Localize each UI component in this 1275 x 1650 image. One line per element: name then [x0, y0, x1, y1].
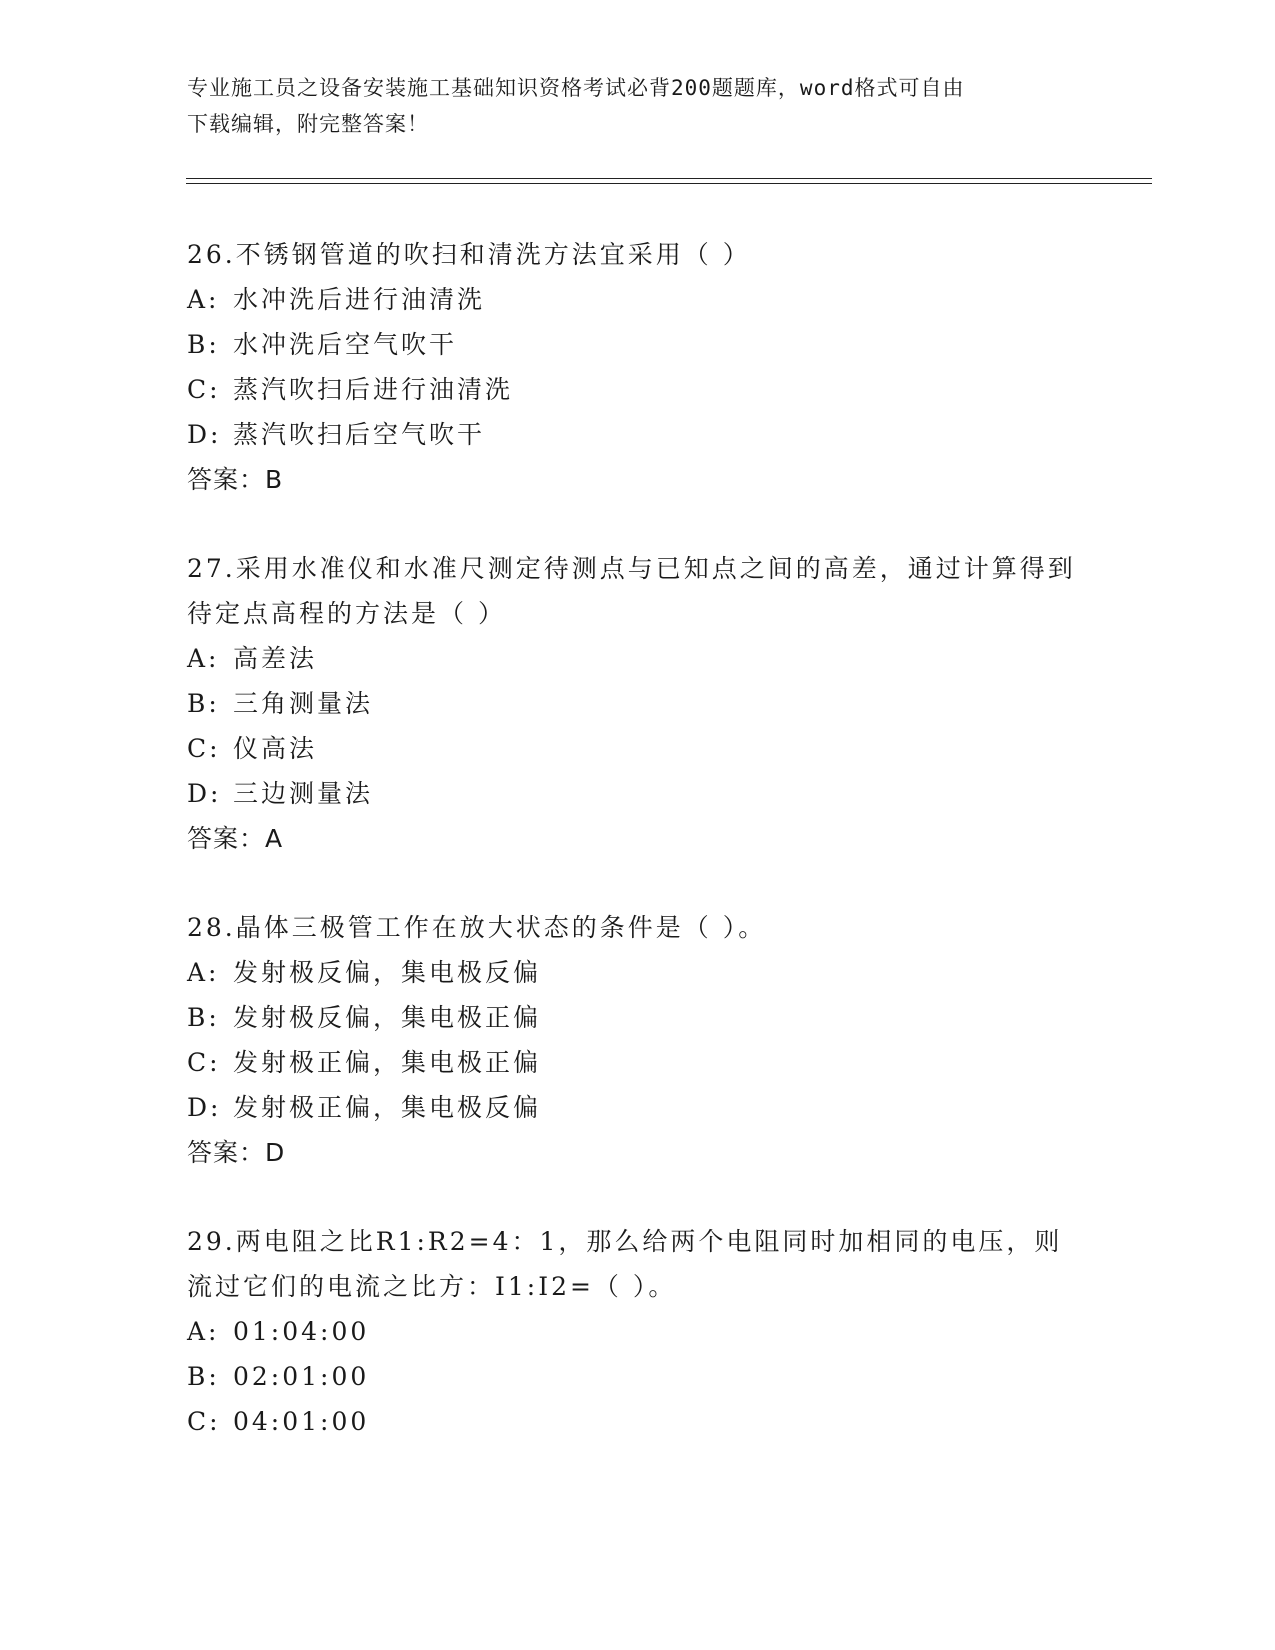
- option-letter: C:: [187, 375, 221, 404]
- answer-line: 答案：D: [187, 1138, 286, 1167]
- option-a: [187, 636, 1087, 681]
- option-letter: B:: [187, 330, 220, 359]
- option-text: 高差法: [233, 644, 318, 673]
- option-b: [187, 322, 1087, 367]
- option-letter: D:: [187, 1093, 222, 1122]
- option-letter: A:: [187, 285, 220, 314]
- option-d: [187, 1085, 1087, 1130]
- option-b: [187, 995, 1087, 1040]
- question-stem: 29.两电阻之比R1:R2=4：1，那么给两个电阻同时加相同的电压，则流过它们的电流之比方：I1:I2=（ ）。: [187, 1227, 1063, 1301]
- option-letter: C:: [187, 1048, 221, 1077]
- question-stem: 27.采用水准仪和水准尺测定待测点与已知点之间的高差，通过计算得到待定点高程的方法是（ ）: [187, 554, 1076, 628]
- option-text: 01:04:00: [233, 1317, 370, 1346]
- option-letter: C:: [187, 1407, 221, 1436]
- option-letter: A:: [187, 958, 220, 987]
- option-letter: A:: [187, 1317, 220, 1346]
- option-letter: C:: [187, 734, 221, 763]
- answer-line: 答案：A: [187, 824, 284, 853]
- option-text: 仪高法: [233, 734, 318, 763]
- option-c: [187, 1040, 1087, 1085]
- option-text: 三角测量法: [233, 689, 374, 718]
- option-text: 04:01:00: [233, 1407, 370, 1436]
- question-list: [187, 232, 1087, 1488]
- header-divider-bottom: [186, 183, 1152, 184]
- option-a: [187, 1309, 1087, 1354]
- option-letter: B:: [187, 689, 220, 718]
- question-stem: 26.不锈钢管道的吹扫和清洗方法宜采用（ ）: [187, 240, 751, 269]
- option-c: [187, 726, 1087, 771]
- option-text: 发射极反偏，集电极反偏: [233, 958, 542, 987]
- header-line-2: 下载编辑，附完整答案！: [187, 112, 429, 136]
- option-b: [187, 681, 1087, 726]
- option-text: 发射极反偏，集电极正偏: [233, 1003, 542, 1032]
- document-header: [187, 70, 1087, 142]
- option-text: 蒸汽吹扫后进行油清洗: [233, 375, 514, 404]
- header-divider-top: [186, 178, 1152, 179]
- option-d: [187, 771, 1087, 816]
- option-letter: B:: [187, 1003, 220, 1032]
- question-28: [187, 905, 1087, 1175]
- option-letter: A:: [187, 644, 220, 673]
- question-26: [187, 232, 1087, 502]
- question-stem: 28.晶体三极管工作在放大状态的条件是（ ）。: [187, 913, 767, 942]
- question-29: [187, 1219, 1087, 1444]
- answer-line: 答案：B: [187, 465, 284, 494]
- option-a: [187, 950, 1087, 995]
- option-text: 三边测量法: [233, 779, 374, 808]
- header-line-1: 专业施工员之设备安装施工基础知识资格考试必背200题题库，word格式可自由: [187, 76, 965, 100]
- option-b: [187, 1354, 1087, 1399]
- option-text: 发射极正偏，集电极正偏: [233, 1048, 542, 1077]
- option-text: 蒸汽吹扫后空气吹干: [233, 420, 486, 449]
- option-c: [187, 367, 1087, 412]
- question-27: [187, 546, 1087, 861]
- option-c: [187, 1399, 1087, 1444]
- option-d: [187, 412, 1087, 457]
- option-letter: D:: [187, 420, 222, 449]
- option-letter: D:: [187, 779, 222, 808]
- option-text: 水冲洗后进行油清洗: [233, 285, 486, 314]
- option-text: 水冲洗后空气吹干: [233, 330, 458, 359]
- option-a: [187, 277, 1087, 322]
- option-text: 02:01:00: [233, 1362, 370, 1391]
- option-text: 发射极正偏，集电极反偏: [233, 1093, 542, 1122]
- option-letter: B:: [187, 1362, 220, 1391]
